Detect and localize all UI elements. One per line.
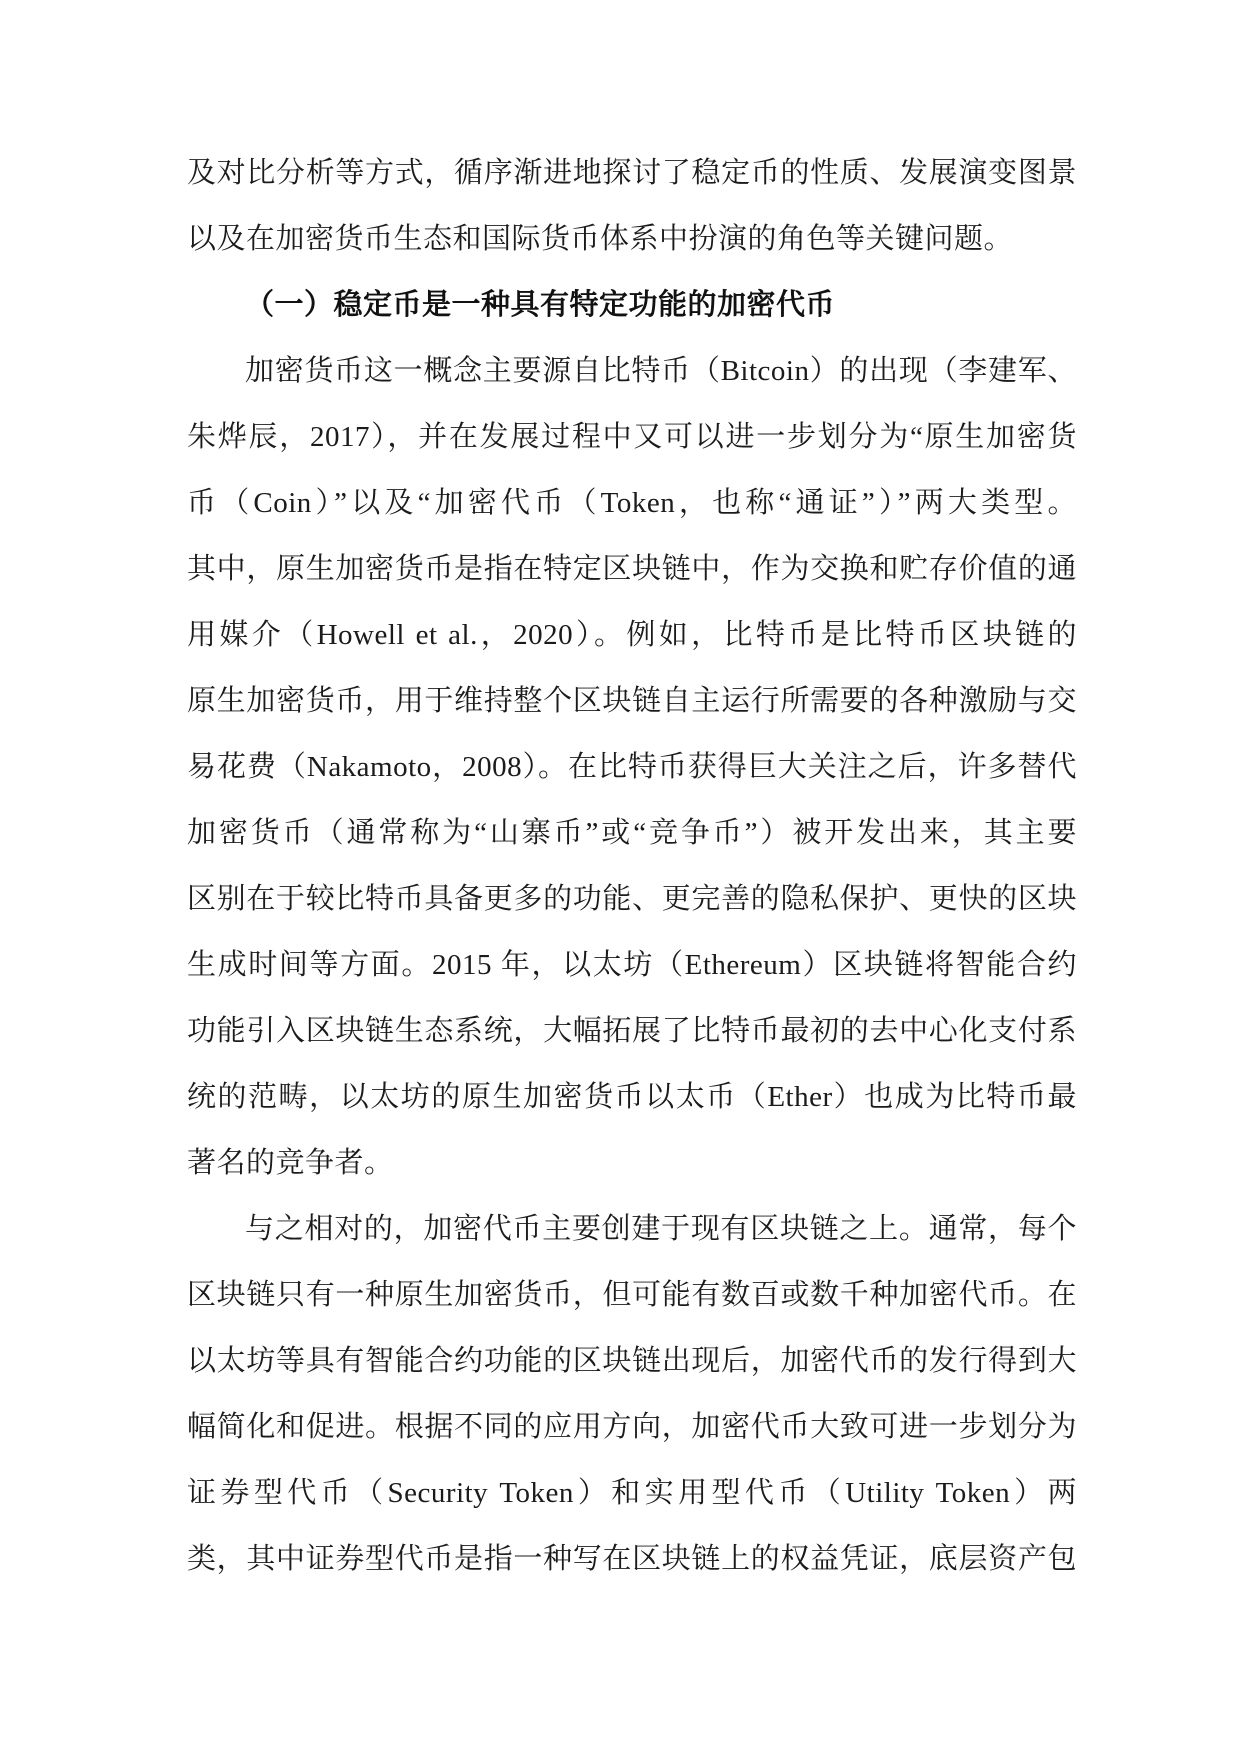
text-line: 生成时间等方面。2015 年，以太坊（Ethereum）区块链将智能合约 xyxy=(187,949,1077,981)
text-line: 区块链只有一种原生加密货币，但可能有数百或数千种加密代币。在 xyxy=(187,1279,1077,1311)
text-line: 加密货币这一概念主要源自比特币（Bitcoin）的出现（李建军、 xyxy=(245,355,1077,387)
text-line: 与之相对的，加密代币主要创建于现有区块链之上。通常，每个 xyxy=(245,1213,1077,1245)
text-line: 统的范畴，以太坊的原生加密货币以太币（Ether）也成为比特币最 xyxy=(187,1081,1077,1113)
text-line: 著名的竞争者。 xyxy=(187,1147,394,1179)
text-line: 类，其中证券型代币是指一种写在区块链上的权益凭证，底层资产包 xyxy=(187,1543,1077,1575)
text-line: 其中，原生加密货币是指在特定区块链中，作为交换和贮存价值的通 xyxy=(187,553,1077,585)
text-line: 用媒介（Howell et al.，2020）。例如，比特币是比特币区块链的 xyxy=(187,619,1077,651)
text-line: 朱烨辰，2017），并在发展过程中又可以进一步划分为“原生加密货 xyxy=(187,421,1077,453)
text-line: 加密货币（通常称为“山寨币”或“竞争币”）被开发出来，其主要 xyxy=(187,817,1077,849)
text-line: 幅简化和促进。根据不同的应用方向，加密代币大致可进一步划分为 xyxy=(187,1411,1077,1443)
document-text-block xyxy=(187,140,1077,1592)
text-line: 功能引入区块链生态系统，大幅拓展了比特币最初的去中心化支付系 xyxy=(187,1015,1077,1047)
text-line: 及对比分析等方式，循序渐进地探讨了稳定币的性质、发展演变图景 xyxy=(187,157,1077,189)
text-line: 原生加密货币，用于维持整个区块链自主运行所需要的各种激励与交 xyxy=(187,685,1077,717)
text-line: 以及在加密货币生态和国际货币体系中扮演的角色等关键问题。 xyxy=(187,223,1014,255)
text-line: 币（Coin）”以及“加密代币（Token，也称“通证”）”两大类型。 xyxy=(187,487,1077,519)
text-line: 区别在于较比特币具备更多的功能、更完善的隐私保护、更快的区块 xyxy=(187,883,1077,915)
text-line: 以太坊等具有智能合约功能的区块链出现后，加密代币的发行得到大 xyxy=(187,1345,1077,1377)
text-line: 易花费（Nakamoto，2008）。在比特币获得巨大关注之后，许多替代 xyxy=(187,751,1077,783)
text-line: 证券型代币（Security Token）和实用型代币（Utility Token）两 xyxy=(187,1477,1077,1509)
section-heading: （一）稳定币是一种具有特定功能的加密代币 xyxy=(245,289,836,321)
